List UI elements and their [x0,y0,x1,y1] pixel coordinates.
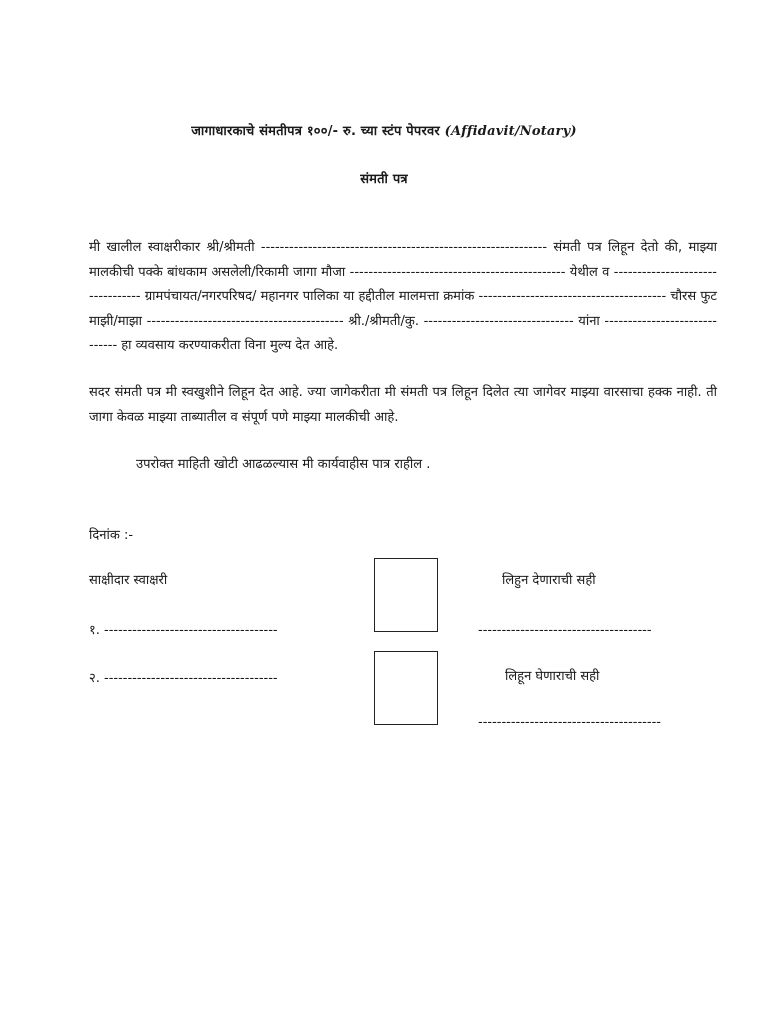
document-subtitle: संमती पत्र [360,172,408,187]
witness-signature-label: साक्षीदार स्वाक्षरी [89,573,168,588]
photo-box-giver [374,558,438,632]
voluntary-declaration-paragraph: सदर संमती पत्र मी स्वखुशीने लिहून देत आहे. ज्या जागेकरीता मी संमती पत्र लिहून दिलेत त्या जागेवर माझ्या वारसाचा हक्क नाही. ती जागा केवळ माझ्या ताब्यातील व संपूर्ण पणे माझ्या मालकीची आहे. [89,385,717,425]
photo-box-receiver [374,651,438,725]
giver-signature-line: ------------------------------------- [478,623,652,638]
date-label: दिनांक :- [89,528,134,543]
liability-statement: उपरोक्त माहिती खोटी आढळल्यास मी कार्यवाहीस पात्र राहील . [136,457,431,472]
witness-2-line: २. ------------------------------------- [89,671,278,686]
receiver-signature-label: लिहून घेणाराची सही [505,669,600,684]
document-title-latin: (Affidavit/Notary) [444,124,577,139]
document-title-devanagari: जागाधारकाचे संमतीपत्र १००/- रु. च्या स्टंप पेपरवर [191,124,440,139]
giver-signature-label: लिहुन देणाराची सही [502,573,596,588]
consent-paragraph: मी खालील स्वाक्षरीकार श्री/श्रीमती ------------------------------------------------------------- संमती पत्र लिहून देतो की, माझ्या मालकीची पक्के बांधकाम असलेली/रिकामी जागा मौजा ---------------------------------------------- येथील व --------------------------------- ग्रामपंचायत/नगरपरिषद/ महानगर पालिका या हद्दीतील मालमत्ता क्रमांक ---------------------------------------- चौरस फुट माझी/माझा ------------------------------------------ श्री./श्रीमती/कु. -------------------------------- यांना ------------------------------ हा व्यवसाय करण्याकरीता विना मुल्य देत आहे. [89,240,717,353]
document-title [0,121,768,139]
witness-1-line: १. ------------------------------------- [89,623,278,638]
receiver-signature-line: --------------------------------------- [478,715,661,730]
